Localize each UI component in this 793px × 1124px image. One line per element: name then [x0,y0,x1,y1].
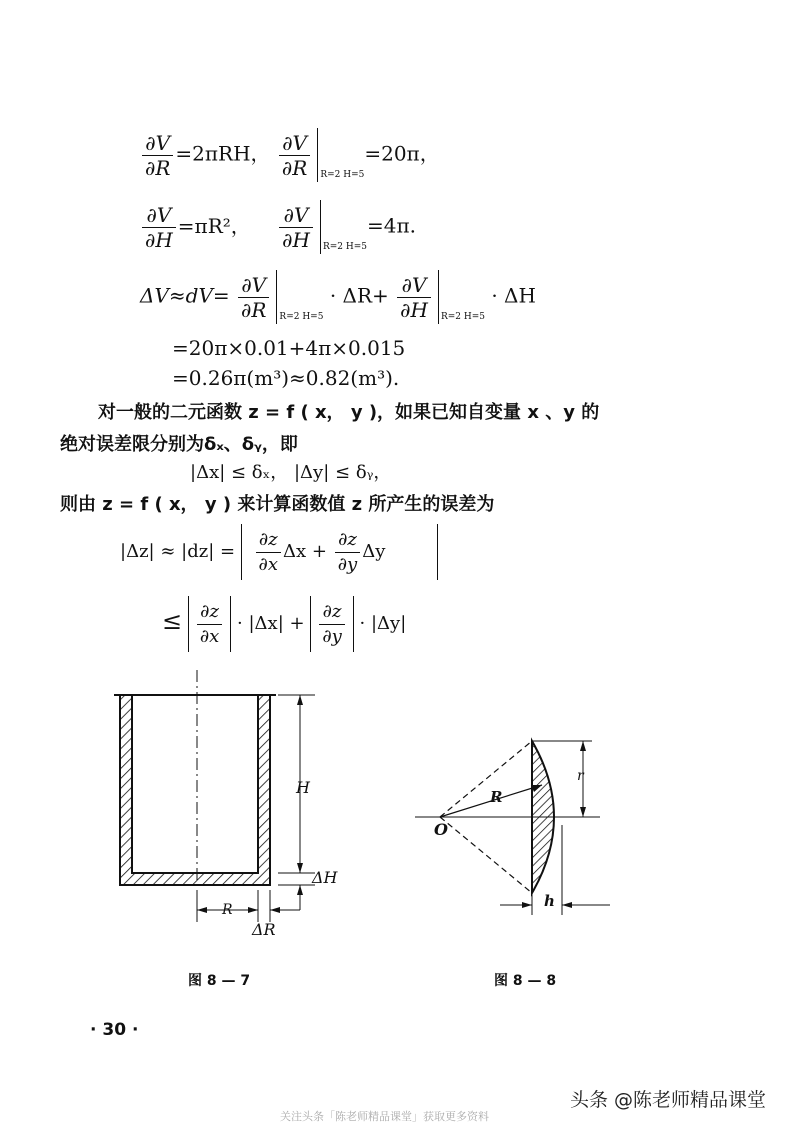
denominator: ∂H [282,227,310,252]
watermark: 头条 @陈老师精品课堂 [570,1089,767,1111]
inequality: |Δx| ≤ δₓ， |Δy| ≤ δᵧ， [190,462,392,483]
paragraph-line-1: 对一般的二元函数 z = f ( x， y )，如果已知自变量 x 、y 的 [98,402,600,423]
equation-2 [140,200,416,254]
denominator: ∂y [337,553,358,575]
fraction-dV-dH [397,273,431,322]
equation-result: =20π， [364,141,440,166]
numerator: ∂V [142,131,173,156]
fraction-dV-dH-eval [279,203,313,252]
label-h: h [544,892,555,910]
fraction-dz-dy [335,528,360,577]
numerator: ∂V [279,131,310,156]
fraction-dz-dy [319,600,344,649]
figure-8-7-cylinder [100,660,370,950]
fraction-dV-dH [142,203,176,252]
equation-3 [140,270,536,324]
equation-5: =0.26π(m³)≈0.82(m³). [172,366,400,390]
equation-1 [140,128,440,182]
abs-bar-right [224,596,231,652]
caption-figure-8-7: 图 8 — 7 [188,973,251,989]
caption-figure-8-8: 图 8 — 8 [494,973,557,989]
fraction-dz-dx [197,600,222,649]
equation-term: =πR²， [177,213,251,238]
label-R: R [490,788,503,806]
label-O: O [434,820,448,839]
numerator: ∂V [238,273,269,298]
equation-term: Δx + [283,541,327,562]
abs-bar-right [347,596,354,652]
numerator: ∂V [279,203,313,228]
evaluation-condition: R=2 H=5 [320,170,365,180]
equation-term: ΔV≈dV= [140,283,230,308]
denominator: ∂H [400,297,428,322]
dz-inequality [162,596,406,652]
equation-term: Δy [362,541,386,562]
equation-term: · ΔR+ [329,283,389,308]
fraction-dV-dR [238,273,269,322]
numerator: ∂z [197,600,222,625]
denominator: ∂H [145,227,173,252]
label-H: H [296,778,310,797]
fraction-dz-dx [256,528,281,577]
dz-equation [120,524,438,580]
label-delta-R: ΔR [252,920,276,939]
numerator: ∂V [142,203,176,228]
paragraph-line-3: 则由 z = f ( x， y ) 来计算函数值 z 所产生的误差为 [60,494,495,515]
equation-term: · ΔH [491,283,536,308]
denominator: ∂R [145,155,171,180]
evaluation-bar [272,270,277,324]
equation-term: =2πRH， [175,141,271,166]
footer-note: 关注头条「陈老师精品课堂」获取更多资料 [280,1110,489,1123]
denominator: ∂R [241,297,267,322]
equation-term: |Δz| ≈ |dz| = [120,541,236,562]
le-symbol: ≤ [162,607,183,635]
evaluation-bar [313,128,318,182]
paragraph-line-2: 绝对误差限分别为δₓ、δᵧ，即 [60,434,298,455]
abs-bar-left [310,596,317,652]
evaluation-condition: R=2 H=5 [440,312,485,322]
equation-term: · |Δx| + [237,613,305,634]
fraction-dV-dR [142,131,173,180]
denominator: ∂x [199,625,220,647]
evaluation-condition: R=2 H=5 [322,242,367,252]
numerator: ∂z [256,528,281,553]
numerator: ∂z [319,600,344,625]
evaluation-condition: R=2 H=5 [279,312,324,322]
equation-4: =20π×0.01+4π×0.015 [172,336,406,360]
denominator: ∂R [281,155,308,180]
denominator: ∂x [258,553,279,575]
numerator: ∂z [335,528,360,553]
label-r: R [222,902,233,918]
numerator: ∂V [397,273,431,298]
equation-result: =4π. [366,213,416,238]
page-number: · 30 · [90,1020,139,1040]
label-r: r [577,768,584,784]
abs-bar-left [188,596,195,652]
abs-bar-right [431,524,438,580]
evaluation-bar [316,200,321,254]
fraction-dV-dR-eval [279,131,310,180]
denominator: ∂y [322,625,342,647]
abs-bar-left [241,524,248,580]
equation-term: · |Δy| [359,613,407,634]
label-delta-H: ΔH [312,868,338,887]
evaluation-bar [434,270,439,324]
